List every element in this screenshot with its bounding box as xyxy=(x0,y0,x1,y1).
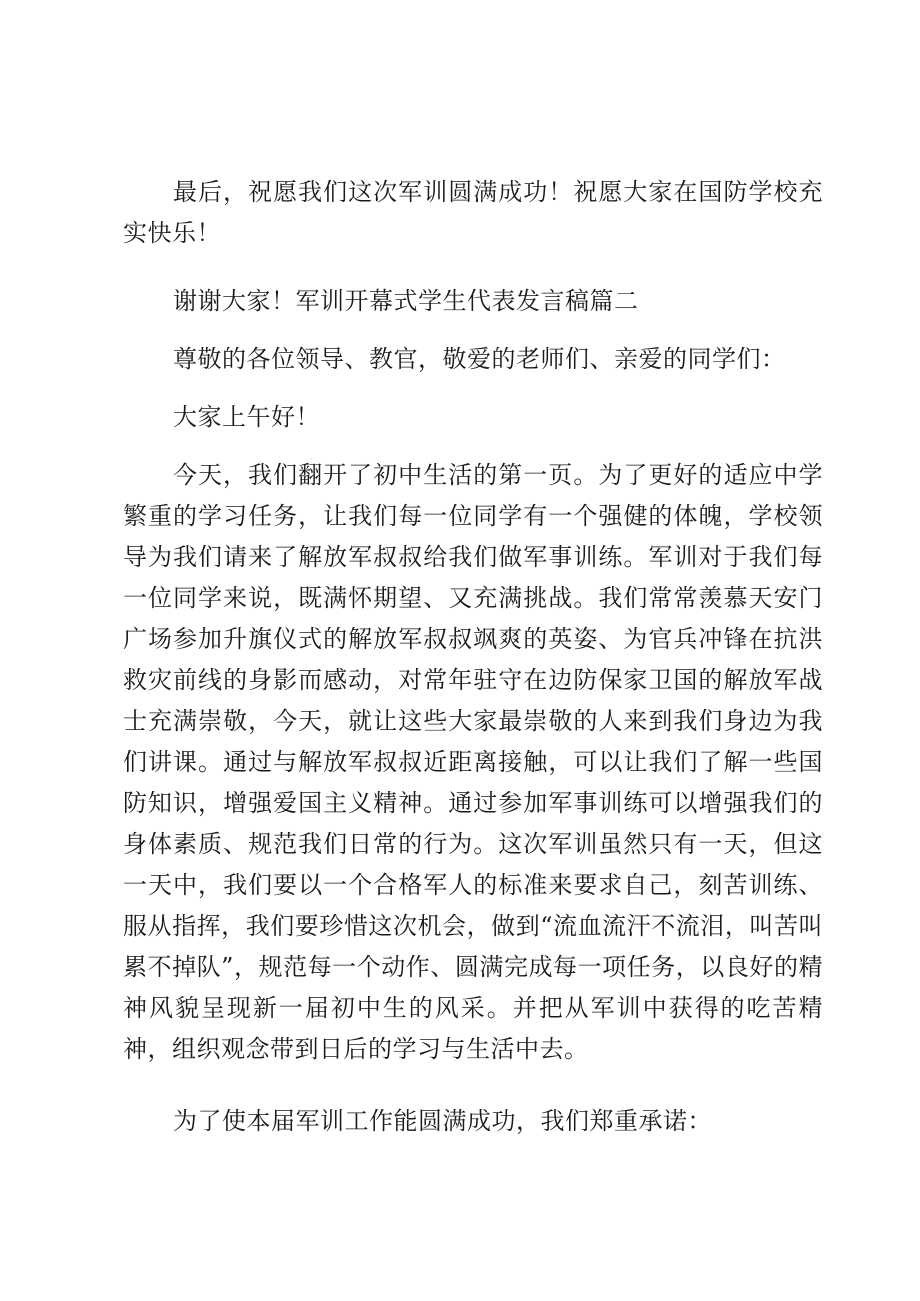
greeting-paragraph: 大家上午好！ xyxy=(173,403,320,431)
pledge-intro-paragraph: 为了使本届军训工作能圆满成功，我们郑重承诺： xyxy=(173,1107,712,1135)
salutation-paragraph: 尊敬的各位领导、教官，敬爱的老师们、亲爱的同学们： xyxy=(173,345,786,373)
closing-wish-paragraph: 最后，祝愿我们这次军训圆满成功！祝愿大家在国防学校充实快乐！ xyxy=(123,178,823,247)
thanks-and-section-title-paragraph: 谢谢大家！军训开幕式学生代表发言稿篇二 xyxy=(173,287,639,315)
document-body xyxy=(123,172,823,1142)
main-speech-paragraph: 今天，我们翻开了初中生活的第一页。为了更好的适应中学繁重的学习任务，让我们每一位同学有一个强健的体魄，学校领导为我们请来了解放军叔叔给我们做军事训练。军训对于我们每一位同学来说，既满怀期望、又充满挑战。我们常常羡慕天安门广场参加升旗仪式的解放军叔叔飒爽的英姿、为官兵冲锋在抗洪救灾前线的身影而感动，对常年驻守在边防保家卫国的解放军战士充满崇敬，今天，就让这些大家最崇敬的人来到我们身边为我们讲课。通过与解放军叔叔近距离接触，可以让我们了解一些国防知识，增强爱国主义精神。通过参加军事训练可以增强我们的身体素质、规范我们日常的行为。这次军训虽然只有一天，但这一天中，我们要以一个合格军人的标准来要求自己，刻苦训练、服从指挥，我们要珍惜这次机会，做到“流血流汗不流泪，叫苦叫累不掉队”，规范每一个动作、圆满完成每一项任务，以良好的精神风貌呈现新一届初中生的风采。并把从军训中获得的吃苦精神，组织观念带到日后的学习与生活中去。 xyxy=(123,461,823,1063)
